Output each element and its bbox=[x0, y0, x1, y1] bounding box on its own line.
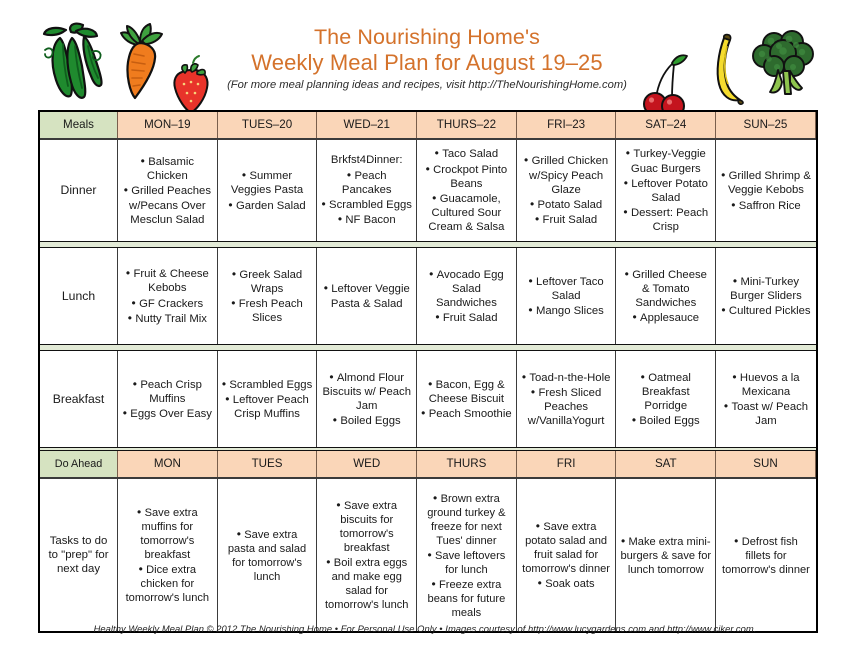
cell-item-list bbox=[421, 491, 512, 620]
cell-item-list bbox=[620, 534, 711, 577]
bullet-icon: • bbox=[734, 533, 742, 548]
meal-row-dinner bbox=[40, 140, 816, 241]
list-item: • Boiled Eggs bbox=[631, 413, 700, 428]
list-item: • Cultured Pickles bbox=[721, 303, 811, 318]
cell-item-list bbox=[122, 505, 213, 605]
bullet-icon: • bbox=[123, 183, 132, 198]
bullet-icon: • bbox=[528, 273, 537, 288]
bullet-icon: • bbox=[432, 191, 440, 205]
header-art-right bbox=[642, 22, 818, 108]
list-item: • Dice extra chicken for tomorrow's lunch bbox=[125, 562, 210, 604]
cell-item-list bbox=[620, 267, 711, 326]
cell-item-list bbox=[720, 168, 812, 213]
list-item: • Leftover Peach Crisp Muffins bbox=[225, 391, 309, 421]
list-item: • Save leftovers for lunch bbox=[427, 547, 506, 576]
bullet-icon: • bbox=[723, 399, 732, 413]
list-item: • Fruit & Cheese Kebobs bbox=[125, 266, 209, 295]
day-header-mon: MON–19 bbox=[118, 112, 218, 138]
bullet-icon: • bbox=[428, 376, 436, 391]
bullet-icon: • bbox=[125, 266, 134, 281]
list-item: • Mini-Turkey Burger Sliders bbox=[730, 273, 802, 302]
list-item: • Taco Salad bbox=[434, 146, 499, 161]
bullet-icon: • bbox=[241, 168, 250, 183]
cell-item-list bbox=[521, 274, 612, 319]
bullet-icon: • bbox=[122, 406, 131, 421]
bullet-icon: • bbox=[731, 197, 739, 212]
do-ahead-day-fri: FRI bbox=[517, 451, 617, 477]
list-item: • Guacamole, Cultured Sour Cream & Salsa bbox=[428, 191, 505, 234]
cell-item-list bbox=[321, 168, 412, 228]
meal-cell-lunch-sun bbox=[716, 248, 816, 344]
bullet-icon: • bbox=[231, 266, 240, 281]
meal-cell-breakfast-mon bbox=[118, 351, 218, 447]
meal-label-lunch: Lunch bbox=[40, 248, 118, 344]
task-cell-fri bbox=[517, 479, 617, 631]
tasks-row-label: Tasks to do to "prep" for next day bbox=[40, 479, 118, 631]
bullet-icon: • bbox=[623, 175, 632, 190]
bullet-icon: • bbox=[521, 369, 530, 384]
page-footer: Healthy Weekly Meal Plan © 2012 The Nourishing Home • For Personal Use Only • Images courtesy of http://www.lucygardens.com and http://www.ciker.com. bbox=[93, 623, 757, 634]
list-item: • Make extra mini-burgers & save for lunch tomorrow bbox=[620, 533, 712, 576]
list-item: • Grilled Chicken w/Spicy Peach Glaze bbox=[524, 153, 609, 196]
cell-item-list bbox=[222, 168, 313, 213]
list-item: • Dessert: Peach Crisp bbox=[623, 205, 709, 234]
meal-cell-dinner-wed bbox=[317, 140, 417, 241]
bullet-icon: • bbox=[321, 197, 330, 212]
list-item: • Fruit Salad bbox=[435, 310, 498, 325]
list-item: • Bacon, Egg & Cheese Biscuit bbox=[428, 376, 505, 405]
bullet-icon: • bbox=[721, 303, 729, 318]
bullet-icon: • bbox=[425, 161, 434, 176]
list-item: • Fresh Peach Slices bbox=[231, 296, 303, 325]
do-ahead-day-thurs: THURS bbox=[417, 451, 517, 477]
bullet-icon: • bbox=[535, 212, 543, 227]
meal-cell-breakfast-wed bbox=[317, 351, 417, 447]
list-item: • Nutty Trail Mix bbox=[127, 310, 207, 325]
cell-item-list bbox=[521, 519, 612, 591]
bullet-icon: • bbox=[631, 413, 640, 428]
list-item: • Almond Flour Biscuits w/ Peach Jam bbox=[322, 369, 411, 412]
task-cell-sun bbox=[716, 479, 816, 631]
meal-row-breakfast bbox=[40, 351, 816, 447]
cell-item-list bbox=[421, 267, 512, 326]
meal-cell-breakfast-sat bbox=[616, 351, 716, 447]
bullet-icon: • bbox=[535, 519, 544, 533]
pea-pods-icon bbox=[36, 22, 108, 104]
list-item: • Save extra potato salad and fruit salad for tomorrow's dinner bbox=[522, 519, 610, 575]
list-item: • Mango Slices bbox=[528, 303, 604, 318]
broccoli-icon bbox=[750, 22, 818, 104]
meal-cell-lunch-wed bbox=[317, 248, 417, 344]
list-item: • Grilled Shrimp & Veggie Kebobs bbox=[721, 168, 811, 197]
day-header-sun: SUN–25 bbox=[716, 112, 816, 138]
bullet-icon: • bbox=[421, 406, 429, 421]
bullet-icon: • bbox=[537, 576, 546, 590]
bullet-icon: • bbox=[640, 369, 649, 384]
bullet-icon: • bbox=[623, 205, 631, 220]
cell-item-list bbox=[421, 146, 512, 234]
list-item: • GF Crackers bbox=[131, 295, 204, 310]
cell-item-list bbox=[222, 267, 313, 326]
list-item: • Garden Salad bbox=[228, 197, 306, 212]
list-item: • Grilled Cheese & Tomato Sandwiches bbox=[624, 266, 707, 309]
meals-header-row bbox=[40, 112, 816, 140]
list-item: • Leftover Potato Salad bbox=[623, 175, 708, 204]
bullet-icon: • bbox=[524, 153, 532, 168]
bullet-icon: • bbox=[732, 369, 740, 384]
list-item: • Scrambled Eggs bbox=[221, 376, 313, 391]
list-item: • Summer Veggies Pasta bbox=[230, 168, 304, 197]
meal-cell-dinner-mon bbox=[118, 140, 218, 241]
task-cell-mon bbox=[118, 479, 218, 631]
meal-label-dinner: Dinner bbox=[40, 140, 118, 241]
page-header bbox=[38, 22, 818, 108]
list-item: • Freeze extra beans for future meals bbox=[427, 576, 506, 619]
meal-plan-table bbox=[38, 110, 818, 633]
list-item: • Peach Smoothie bbox=[421, 406, 512, 421]
bullet-icon: • bbox=[528, 303, 536, 318]
list-item: • Eggs Over Easy bbox=[122, 406, 212, 421]
cell-item-list bbox=[720, 534, 812, 577]
meal-cell-dinner-sat bbox=[616, 140, 716, 241]
do-ahead-day-wed: WED bbox=[317, 451, 417, 477]
meal-cell-dinner-sun bbox=[716, 140, 816, 241]
list-item: • Peach Crisp Muffins bbox=[132, 376, 202, 405]
cell-item-list bbox=[620, 146, 711, 234]
bullet-icon: • bbox=[137, 505, 145, 519]
cell-item-list bbox=[321, 498, 412, 612]
list-item: • Greek Salad Wraps bbox=[231, 266, 303, 295]
row-separator-1 bbox=[40, 241, 816, 248]
list-item: • Fruit Salad bbox=[535, 212, 598, 227]
list-item: • Toad-n-the-Hole bbox=[521, 369, 611, 384]
bullet-icon: • bbox=[127, 310, 136, 325]
list-item: • Saffron Rice bbox=[731, 197, 801, 212]
do-ahead-day-tues: TUES bbox=[218, 451, 318, 477]
bullet-icon: • bbox=[721, 168, 729, 183]
cell-item-list bbox=[321, 281, 412, 310]
list-item: • Oatmeal Breakfast Porridge bbox=[640, 369, 691, 412]
cell-item-list bbox=[321, 370, 412, 429]
bullet-icon: • bbox=[236, 526, 245, 541]
meal-cell-lunch-mon bbox=[118, 248, 218, 344]
list-item: • Leftover Veggie Pasta & Salad bbox=[323, 281, 410, 310]
bullet-icon: • bbox=[529, 197, 538, 212]
list-item: • Fresh Sliced Peaches w/VanillaYogurt bbox=[527, 384, 605, 428]
do-ahead-day-sun: SUN bbox=[716, 451, 816, 477]
meal-cell-lunch-fri bbox=[517, 248, 617, 344]
list-item: • Balsamic Chicken bbox=[140, 153, 195, 183]
day-header-thurs: THURS–22 bbox=[417, 112, 517, 138]
meal-cell-breakfast-tues bbox=[218, 351, 318, 447]
meals-header-label: Meals bbox=[40, 112, 118, 138]
list-item: • Avocado Egg Salad Sandwiches bbox=[429, 266, 504, 309]
bullet-icon: • bbox=[732, 273, 741, 288]
page-subtitle: (For more meal planning ideas and recipes, visit http://TheNourishingHome.com) bbox=[227, 79, 627, 91]
cell-item-list bbox=[720, 274, 812, 319]
meal-cell-breakfast-sun bbox=[716, 351, 816, 447]
list-item: • Boiled Eggs bbox=[332, 413, 401, 428]
do-ahead-header-label: Do Ahead bbox=[40, 451, 118, 477]
cell-item-list bbox=[421, 377, 512, 422]
list-item: • Grilled Peaches w/Pecans Over Mesclun Salad bbox=[123, 183, 211, 226]
list-item: • Turkey-Veggie Guac Burgers bbox=[625, 146, 706, 175]
meal-cell-lunch-thurs bbox=[417, 248, 517, 344]
cell-item-list bbox=[122, 377, 213, 422]
bullet-icon: • bbox=[429, 266, 437, 281]
list-item: • Toast w/ Peach Jam bbox=[723, 399, 809, 428]
bullet-icon: • bbox=[336, 498, 344, 512]
cell-lead-text: Brkfst4Dinner: bbox=[330, 154, 403, 167]
bullet-icon: • bbox=[632, 310, 641, 325]
meal-cell-lunch-tues bbox=[218, 248, 318, 344]
bullet-icon: • bbox=[337, 212, 346, 227]
list-item: • Peach Pancakes bbox=[341, 167, 392, 196]
list-item: • Leftover Taco Salad bbox=[528, 273, 604, 302]
cell-item-list bbox=[222, 527, 313, 584]
list-item: • Applesauce bbox=[632, 310, 700, 325]
cell-item-list bbox=[122, 154, 213, 227]
list-item: • Save extra biscuits for tomorrow's breakfast bbox=[336, 498, 397, 554]
day-header-wed: WED–21 bbox=[317, 112, 417, 138]
meal-cell-dinner-thurs bbox=[417, 140, 517, 241]
bullet-icon: • bbox=[323, 281, 332, 296]
bullet-icon: • bbox=[625, 146, 634, 161]
bullet-icon: • bbox=[138, 562, 147, 576]
list-item: • Save extra pasta and salad for tomorrow's lunch bbox=[227, 526, 307, 583]
carrot-icon bbox=[110, 22, 168, 104]
bullet-icon: • bbox=[231, 296, 239, 310]
cell-item-list bbox=[521, 153, 612, 227]
day-header-tues: TUES–20 bbox=[218, 112, 318, 138]
list-item: • Soak oats bbox=[537, 576, 595, 590]
bullet-icon: • bbox=[140, 153, 149, 168]
bullet-icon: • bbox=[431, 576, 440, 591]
bullet-icon: • bbox=[225, 391, 233, 406]
title-block bbox=[212, 22, 642, 91]
bullet-icon: • bbox=[332, 413, 341, 428]
task-cell-wed bbox=[317, 479, 417, 631]
meal-row-lunch bbox=[40, 248, 816, 344]
list-item: • Boil extra eggs and make egg salad for tomorrow's lunch bbox=[324, 555, 409, 611]
bullet-icon: • bbox=[427, 547, 436, 562]
cell-item-list bbox=[521, 370, 612, 429]
bullet-icon: • bbox=[329, 369, 337, 384]
bullet-icon: • bbox=[435, 310, 443, 325]
bullet-icon: • bbox=[221, 376, 230, 391]
cell-item-list bbox=[720, 370, 812, 429]
task-cell-sat bbox=[616, 479, 716, 631]
cell-item-list bbox=[222, 377, 313, 422]
page-title-line2: Weekly Meal Plan for August 19–25 bbox=[251, 50, 603, 75]
bullet-icon: • bbox=[131, 295, 140, 310]
bullet-icon: • bbox=[433, 490, 441, 505]
header-art-left bbox=[36, 22, 212, 108]
bullet-icon: • bbox=[132, 376, 141, 391]
meal-cell-dinner-fri bbox=[517, 140, 617, 241]
list-item: • Crockpot Pinto Beans bbox=[425, 161, 508, 190]
bullet-icon: • bbox=[346, 167, 355, 182]
meal-cell-dinner-tues bbox=[218, 140, 318, 241]
list-item: • Potato Salad bbox=[529, 197, 603, 212]
list-item: • Brown extra ground turkey & freeze for next Tues' dinner bbox=[427, 490, 506, 547]
cell-item-list bbox=[620, 370, 711, 429]
meal-cell-lunch-sat bbox=[616, 248, 716, 344]
meal-label-breakfast: Breakfast bbox=[40, 351, 118, 447]
tasks-row bbox=[40, 479, 816, 631]
banana-icon bbox=[694, 32, 746, 114]
cell-item-list bbox=[122, 266, 213, 326]
bullet-icon: • bbox=[326, 555, 334, 569]
row-separator-2 bbox=[40, 344, 816, 351]
task-cell-tues bbox=[218, 479, 318, 631]
bullet-icon: • bbox=[624, 266, 633, 281]
list-item: • Huevos a la Mexicana bbox=[732, 369, 800, 398]
meal-cell-breakfast-thurs bbox=[417, 351, 517, 447]
meal-cell-breakfast-fri bbox=[517, 351, 617, 447]
list-item: • Scrambled Eggs bbox=[321, 197, 412, 212]
bullet-icon: • bbox=[530, 384, 539, 399]
task-cell-thurs bbox=[417, 479, 517, 631]
list-item: • Save extra muffins for tomorrow's breakfast bbox=[137, 505, 198, 561]
do-ahead-day-sat: SAT bbox=[616, 451, 716, 477]
bullet-icon: • bbox=[434, 146, 443, 161]
page-title-line1: The Nourishing Home's bbox=[313, 25, 541, 49]
bullet-icon: • bbox=[621, 533, 629, 548]
day-header-fri: FRI–23 bbox=[517, 112, 617, 138]
list-item: • NF Bacon bbox=[337, 212, 396, 227]
list-item: • Defrost fish fillets for tomorrow's dinner bbox=[722, 533, 810, 576]
bullet-icon: • bbox=[228, 197, 236, 212]
day-header-sat: SAT–24 bbox=[616, 112, 716, 138]
do-ahead-header-row bbox=[40, 451, 816, 479]
do-ahead-day-mon: MON bbox=[118, 451, 218, 477]
